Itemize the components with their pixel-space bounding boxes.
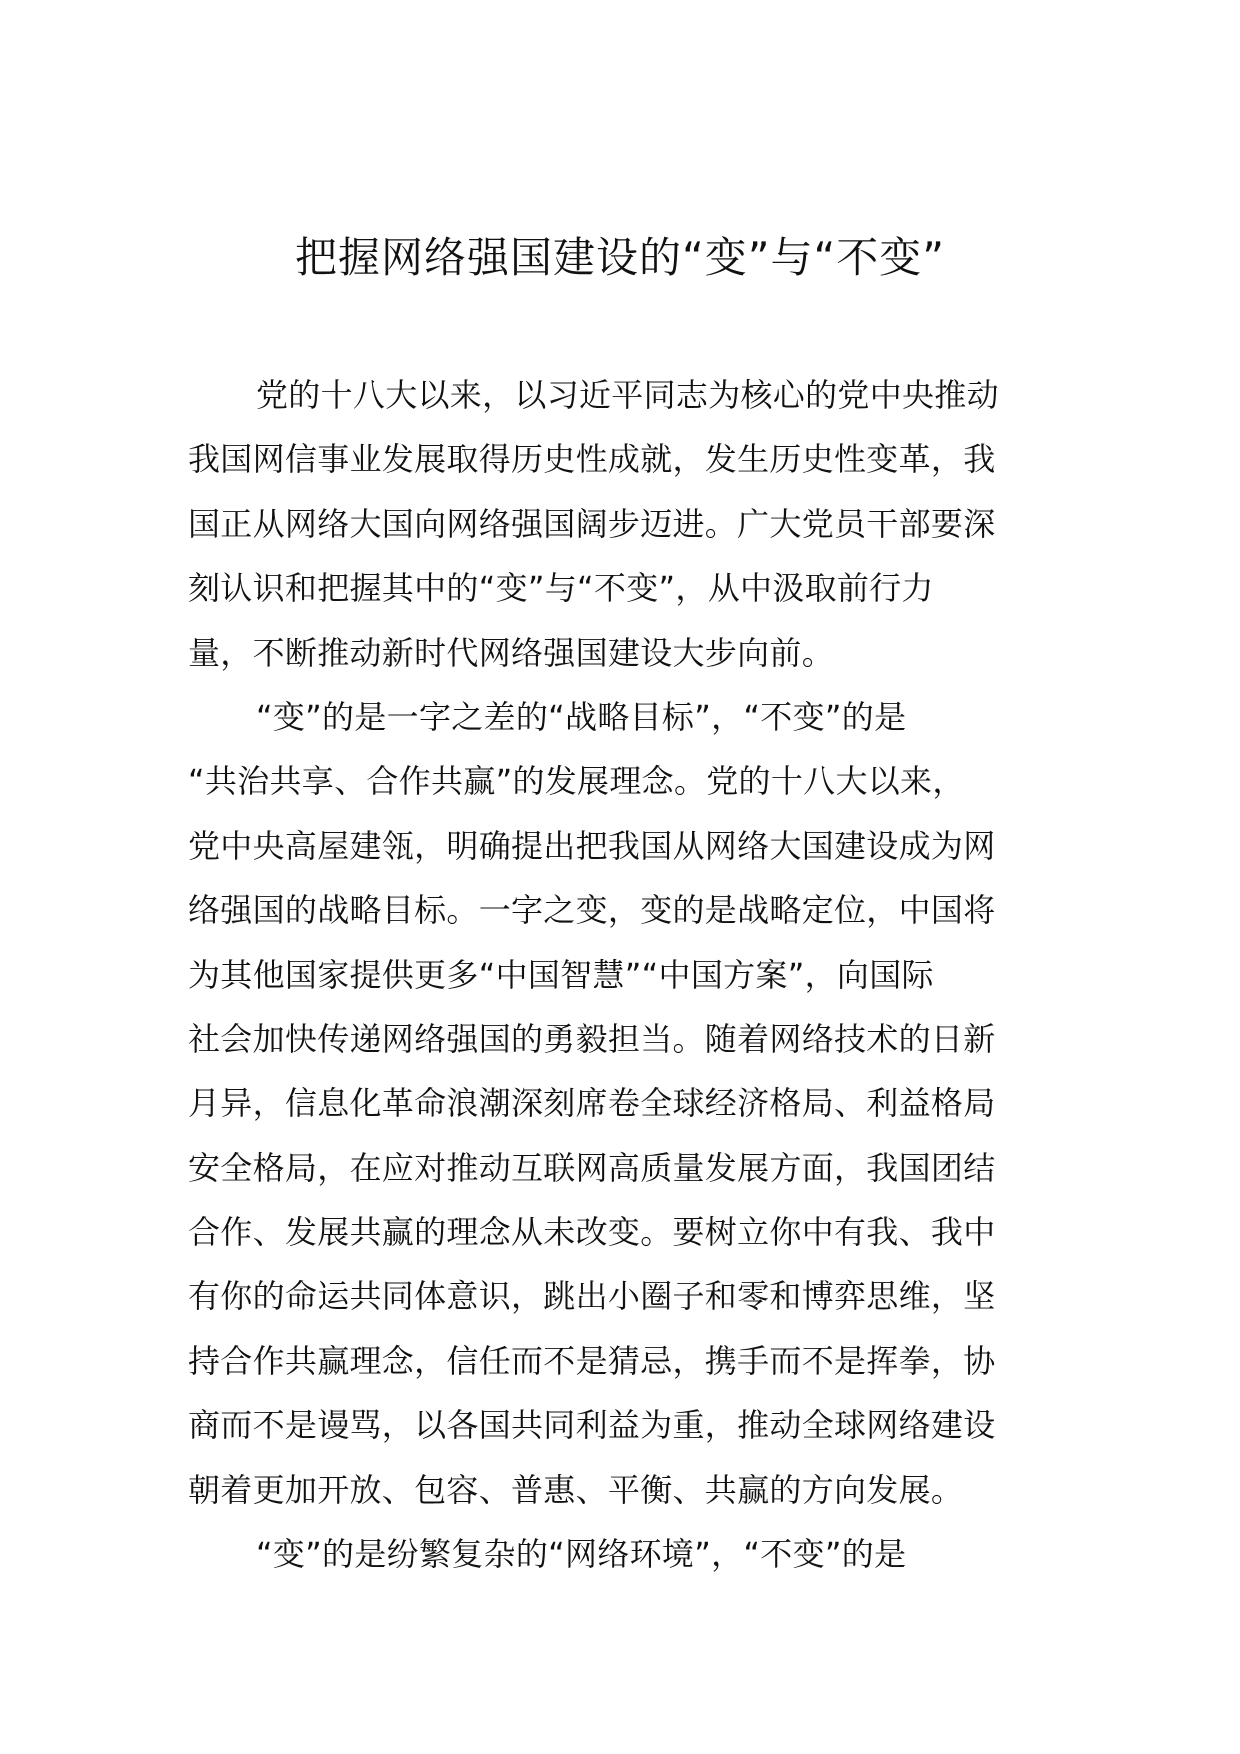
paragraph-2-line: “共治共享、合作共赢”的发展理念。党的十八大以来， bbox=[188, 762, 965, 801]
paragraph-1-line: 国正从网络大国向网络强国阔步迈进。广大党员干部要深 bbox=[188, 504, 996, 543]
paragraph-2-line: 社会加快传递网络强国的勇毅担当。随着网络技术的日新 bbox=[188, 1019, 996, 1058]
paragraph-1-line: 量，不断推动新时代网络强国建设大步向前。 bbox=[188, 633, 835, 672]
paragraph-2-line: 持合作共赢理念，信任而不是猜忌，携手而不是挥拳，协 bbox=[188, 1341, 996, 1380]
paragraph-1-line: 刻认识和把握其中的“变”与“不变”，从中汲取前行力 bbox=[188, 569, 934, 608]
paragraph-2-line: 合作、发展共赢的理念从未改变。要树立你中有我、我中 bbox=[188, 1213, 996, 1252]
page-title: 把握网络强国建设的“变”与“不变” bbox=[294, 233, 946, 282]
paragraph-2-line: 有你的命运共同体意识，跳出小圈子和零和博弈思维，坚 bbox=[188, 1277, 996, 1316]
paragraph-1-line: 党的十八大以来，以习近平同志为核心的党中央推动 bbox=[256, 376, 999, 414]
paragraph-2-line: 商而不是谩骂，以各国共同利益为重，推动全球网络建设 bbox=[188, 1406, 996, 1445]
paragraph-2-line: 安全格局，在应对推动互联网高质量发展方面，我国团结 bbox=[188, 1148, 996, 1187]
paragraph-2-line: “变”的是一字之差的“战略目标”，“不变”的是 bbox=[256, 697, 907, 736]
paragraph-3-line: “变”的是纷繁复杂的“网络环境”，“不变”的是 bbox=[256, 1535, 907, 1574]
document-body bbox=[188, 363, 1048, 1586]
paragraph-1-line: 我国网信事业发展取得历史性成就，发生历史性变革，我 bbox=[188, 440, 996, 479]
paragraph-2-line: 月异，信息化革命浪潮深刻席卷全球经济格局、利益格局 bbox=[188, 1084, 996, 1123]
paragraph-2-line: 朝着更加开放、包容、普惠、平衡、共赢的方向发展。 bbox=[188, 1470, 964, 1509]
paragraph-2-line: 络强国的战略目标。一字之变，变的是战略定位，中国将 bbox=[188, 891, 996, 930]
paragraph-2-line: 党中央高屋建瓴，明确提出把我国从网络大国建设成为网 bbox=[188, 826, 996, 865]
paragraph-2-line: 为其他国家提供更多“中国智慧”“中国方案”，向国际 bbox=[188, 955, 934, 994]
